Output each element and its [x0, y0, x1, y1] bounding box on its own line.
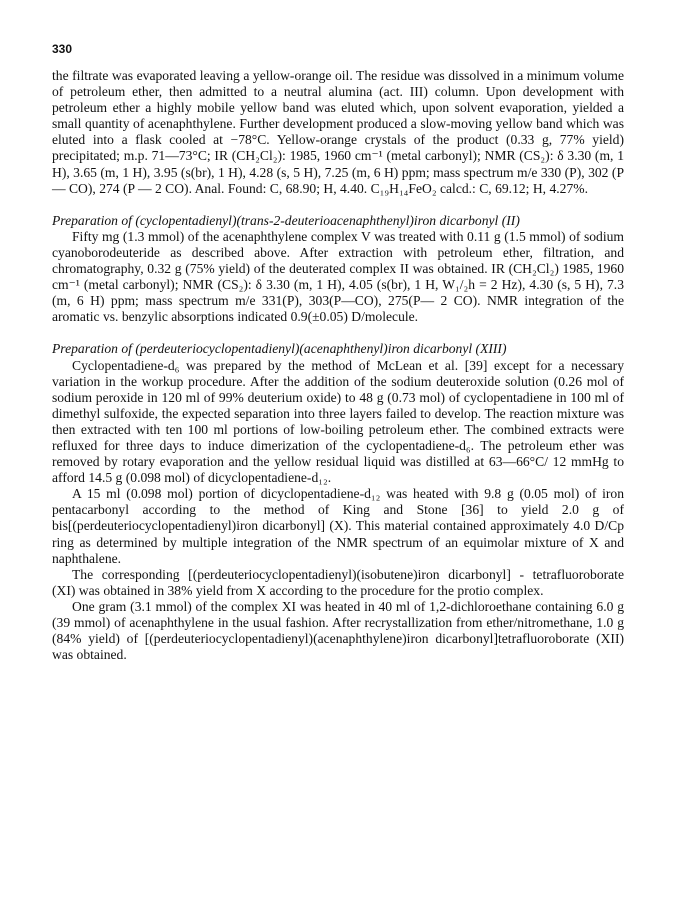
paragraph-cyclopentadiene-d6: Cyclopentadiene-d₆ was prepared by the method of McLean et al. [39] except for a necessary variation in the workup procedure. After the addition of the sodium deuteroxide solution (0.26 mol of sodium peroxide in 120 ml of 99% deuterium oxide) to 48 g (0.73 mol) of cyclopentadiene in 100 ml of dimethyl sulfoxide, the expected separation into three layers failed to develop. The reaction mixture was then extracted with ten 100 ml portions of low-boiling petroleum ether. The combined extracts were refluxed for three days to induce dimerization of the cyclopentadiene-d₆. The petroleum ether was removed by rotary evaporation and the yellow residual liquid was distilled at 63—66°C/ 12 mmHg to afford 14.5 g (0.098 mol) of dicyclopentadiene-d₁₂. — [52, 357, 624, 486]
paragraph-continuation: the filtrate was evaporated leaving a yellow-orange oil. The residue was dissolved in a minimum volume of petroleum ether, then admitted to a neutral alumina (act. III) column. Upon development with petroleum ether a highly mobile yellow band was eluted which, upon solvent evaporation, yielded a small quantity of acenaphthylene. Further development produced a slow-moving yellow band which was eluted into a flask cooled at −78°C. Yellow-orange crystals of the product (0.33 g, 77% yield) precipitated; m.p. 71—73°C; IR (CH₂Cl₂): 1985, 1960 cm⁻¹ (metal carbonyl); NMR (CS₂): δ 3.30 (m, 1 H), 3.65 (m, 1 H), 3.95 (s(br), 1 H), 4.28 (s, 5 H), 7.25 (m, 6 H) ppm; mass spectrum m/e 330 (P), 302 (P — CO), 274 (P — 2 CO). Anal. Found: C, 68.90; H, 4.40. C₁₉H₁₄FeO₂ calcd.: C, 69.12; H, 4.27%. — [52, 68, 624, 196]
page-number: 330 — [52, 42, 73, 56]
section-heading-xiii: Preparation of (perdeuteriocyclopentadienyl)(acenaphthenyl)iron dicarbonyl (XIII) — [52, 341, 507, 357]
section-heading-ii: Preparation of (cyclopentadienyl)(trans-2-deuterioacenaphthenyl)iron dicarbonyl (II) — [52, 212, 520, 228]
article-body — [52, 68, 624, 663]
paragraph-deuterated-complex: Fifty mg (1.3 mmol) of the acenaphthylene complex V was treated with 0.11 g (1.5 mmol) of sodium cyanoborodeuteride as described above. After extraction with petroleum ether, filtration, and chromatography, 0.32 g (75% yield) of the deuterated complex II was obtained. IR (CH₂Cl₂) 1985, 1960 cm⁻¹ (metal carbonyl); NMR (CS₂): δ 3.30 (m, 1 H), 4.05 (s(br), 1 H, W₁/₂h = 2 Hz), 4.30 (s, 5 H), 7.3 (m, 6 H) ppm; mass spectrum m/e 331(P), 303(P—CO), 275(P— 2 CO). NMR integration of the aromatic vs. benzylic absorptions indicated 0.9(±0.05) D/molecule. — [52, 228, 624, 325]
paragraph-tetrafluoroborate-xi: The corresponding [(perdeuteriocyclopentadienyl)(isobutene)iron dicarbonyl] - tetrafluoroborate (XI) was obtained in 38% yield from X according to the procedure for the protio complex. — [52, 566, 624, 598]
paragraph-dicyclopentadiene: A 15 ml (0.098 mol) portion of dicyclopentadiene-d₁₂ was heated with 9.8 g (0.05 mol) of iron pentacarbonyl according to the method of King and Stone [36] to yield 2.0 g of bis[(perdeuteriocyclopentadienyl)iron dicarbonyl] (X). This material contained approximately 4.0 D/Cp ring as determined by multiple integration of the NMR spectrum of an equimolar mixture of X and naphthalene. — [52, 486, 624, 566]
paragraph-complex-xii: One gram (3.1 mmol) of the complex XI was heated in 40 ml of 1,2-dichloroethane containing 6.0 g (39 mmol) of acenaphthylene in the usual fashion. After recrystallization from ether/nitromethane, 1.0 g (84% yield) of [(perdeuteriocyclopentadienyl)(acenaphthylene)iron dicarbonyl]tetrafluoroborate (XII) was obtained. — [52, 598, 624, 663]
